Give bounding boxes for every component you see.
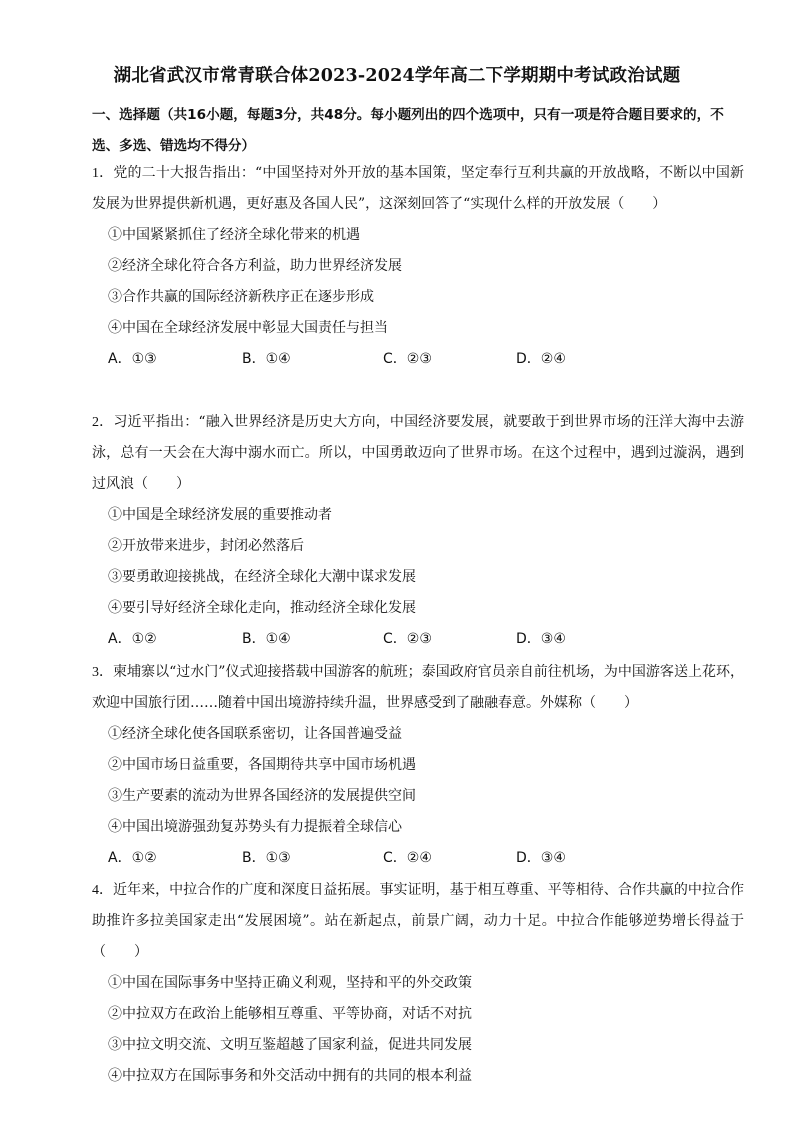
question-text: 近年来，中拉合作的广度和深度日益拓展。事实证明，基于相互尊重、平等相待、合作共赢的中拉合作助推许多拉美国家走出“发展困境”。站在新起点，前景广阔，动力十足。中拉合作能够逆势增长得益于（ ） <box>92 882 745 960</box>
question-stem <box>92 407 744 500</box>
question-stem <box>92 875 744 968</box>
question-number: 3． <box>92 665 114 680</box>
question-4 <box>92 875 744 1092</box>
choice-d: D．③④ <box>516 850 566 866</box>
statement-option: ③中拉文明交流、文明互鉴超越了国家利益，促进共同发展 <box>108 1037 472 1053</box>
choice-c: C．②④ <box>383 850 432 866</box>
question-3 <box>92 657 744 874</box>
exam-title: 湖北省武汉市常青联合体2023-2024学年高二下学期期中考试政治试题 <box>113 66 681 86</box>
statement-option: ④中国出境游强劲复苏势头有力提振着全球信心 <box>108 819 402 835</box>
statement-option: ①中国是全球经济发展的重要推动者 <box>108 507 332 523</box>
choice-b: B．①④ <box>242 631 291 647</box>
statement-option: ④中拉双方在国际事务和外交活动中拥有的共同的根本利益 <box>108 1068 472 1084</box>
answer-choices <box>92 344 744 375</box>
statement-option: ③合作共赢的国际经济新秩序正在逐步形成 <box>108 289 374 305</box>
statement-option: ①中国在国际事务中坚持正确义利观，坚持和平的外交政策 <box>108 975 472 991</box>
choice-a: A．①② <box>108 850 157 866</box>
question-number: 1． <box>92 166 114 181</box>
answer-choices <box>92 843 744 874</box>
question-text: 柬埔寨以“过水门”仪式迎接搭载中国游客的航班；泰国政府官员亲自前往机场，为中国游客送上花环，欢迎中国旅行团……随着中国出境游持续升温，世界感受到了融融春意。外媒称（ ） <box>92 664 745 711</box>
choice-a: A．①③ <box>108 351 157 367</box>
choice-b: B．①④ <box>242 351 291 367</box>
statement-option: ④中国在全球经济发展中彰显大国责任与担当 <box>108 320 388 336</box>
statement-option: ①中国紧紧抓住了经济全球化带来的机遇 <box>108 227 360 243</box>
statement-option: ②中拉双方在政治上能够相互尊重、平等协商，对话不对抗 <box>108 1006 472 1022</box>
choice-d: D．②④ <box>516 351 566 367</box>
statement-option: ①经济全球化使各国联系密切，让各国普遍受益 <box>108 726 402 742</box>
question-text: 党的二十大报告指出：“中国坚持对外开放的基本国策，坚定奉行互利共赢的开放战略，不断以中国新发展为世界提供新机遇，更好惠及各国人民”，这深刻回答了“实现什么样的开放发展（ ） <box>92 165 745 212</box>
statement-option: ②开放带来进步，封闭必然落后 <box>108 538 304 554</box>
choice-c: C．②③ <box>383 351 432 367</box>
statement-option: ④要引导好经济全球化走向，推动经济全球化发展 <box>108 600 416 616</box>
question-number: 2． <box>92 415 114 430</box>
section-heading: 一、选择题（共16小题，每题3分，共48分。每小题列出的四个选项中，只有一项是符合题目要求的，不选、多选、错选均不得分） <box>92 107 724 154</box>
choice-a: A．①② <box>108 631 157 647</box>
question-stem <box>92 657 744 719</box>
statement-option: ③生产要素的流动为世界各国经济的发展提供空间 <box>108 788 416 804</box>
question-number: 4． <box>92 883 114 898</box>
choice-c: C．②③ <box>383 631 432 647</box>
statement-option: ②中国市场日益重要，各国期待共享中国市场机遇 <box>108 757 416 773</box>
question-2 <box>92 407 744 655</box>
question-1 <box>92 158 744 375</box>
question-text: 习近平指出：“融入世界经济是历史大方向，中国经济要发展，就要敢于到世界市场的汪洋大海中去游泳，总有一天会在大海中溺水而亡。所以，中国勇敢迈向了世界市场。在这个过程中，遇到过漩涡，遇到过风浪（ ） <box>92 414 745 492</box>
statement-option: ②经济全球化符合各方利益，助力世界经济发展 <box>108 258 402 274</box>
statement-option: ③要勇敢迎接挑战，在经济全球化大潮中谋求发展 <box>108 569 416 585</box>
answer-choices <box>92 624 744 655</box>
choice-d: D．③④ <box>516 631 566 647</box>
choice-b: B．①③ <box>242 850 291 866</box>
question-stem <box>92 158 744 220</box>
